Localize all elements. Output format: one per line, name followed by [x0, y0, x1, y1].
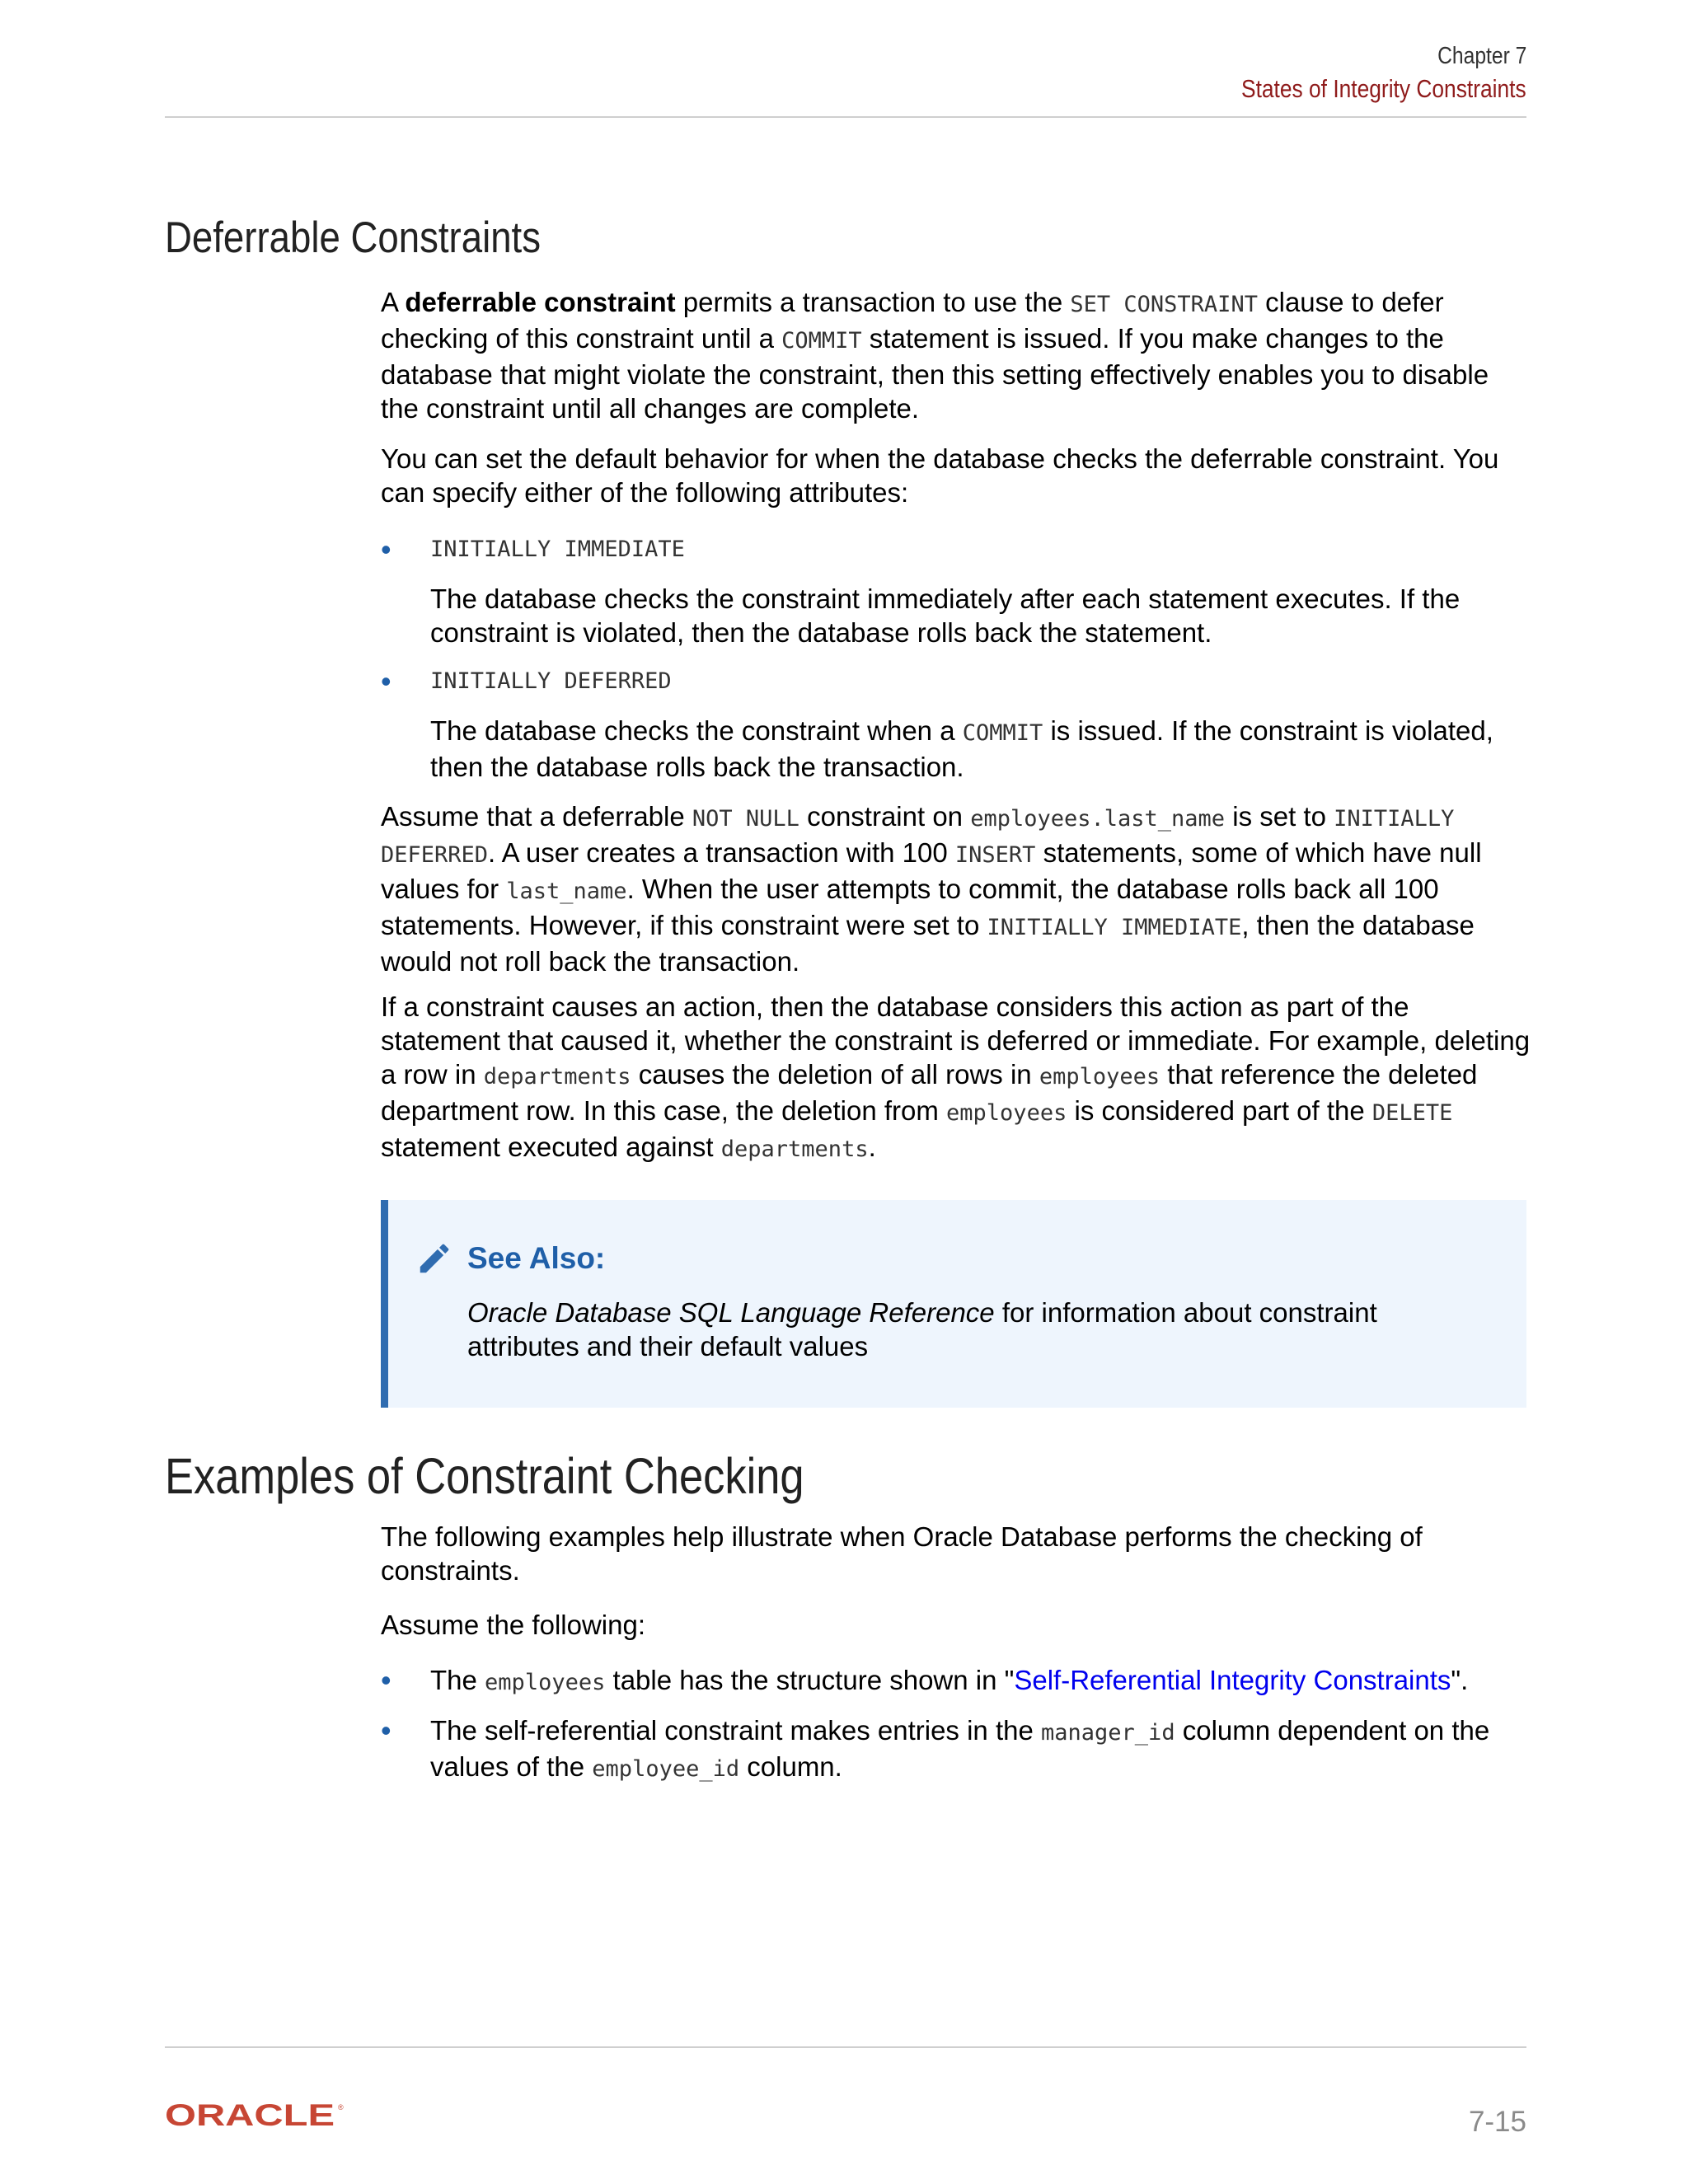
term-deferrable-constraint: deferrable constraint	[405, 287, 676, 317]
paragraph-examples-intro: The following examples help illustrate when Oracle Database performs the checking of constraints.	[381, 1521, 1423, 1586]
see-also-text: Oracle Database SQL Language Reference for information about constraint attributes and their default values	[467, 1297, 1377, 1361]
footer-rule	[165, 2046, 1526, 2048]
code-commit: COMMIT	[962, 720, 1043, 746]
chapter-label: Chapter 7	[1437, 43, 1526, 69]
paragraph-default-behavior: You can set the default behavior for when the database checks the deferrable constraint. You can specify either of the following attributes:	[381, 443, 1499, 508]
description-initially-immediate: The database checks the constraint immediately after each statement executes. If the constraint is violated, then the database rolls back the statement.	[430, 583, 1461, 648]
code-commit: COMMIT	[781, 328, 862, 354]
section-heading-examples: Examples of Constraint Checking	[165, 1448, 804, 1504]
bullet-icon: •	[381, 1713, 392, 1747]
chapter-title: States of Integrity Constraints	[1241, 74, 1526, 103]
description-initially-deferred: The database checks the constraint when a COMMIT is issued. If the constraint is violated, then the database rolls back the transaction.	[430, 715, 1493, 782]
see-also-box	[381, 1200, 1526, 1408]
see-also-accent-bar	[381, 1200, 388, 1408]
bullet-icon: •	[381, 664, 392, 698]
paragraph-deferrable-intro: A deferrable constraint permits a transaction to use the SET CONSTRAINT clause to defer checking of this constraint until a COMMIT statement is issued. If you make changes to the database that might violate the constraint, then this setting effectively enables you to disable the constraint until all changes are complete.	[381, 287, 1489, 424]
bullet-icon: •	[381, 1663, 392, 1697]
oracle-logo	[165, 2100, 348, 2130]
code-initially-deferred: INITIALLY DEFERRED	[430, 668, 672, 694]
page-number: 7-15	[1468, 2106, 1526, 2138]
header-rule	[165, 116, 1526, 118]
svg-text:®: ®	[338, 2103, 344, 2111]
see-also-reference: Oracle Database SQL Language Reference	[467, 1297, 995, 1328]
code-initially-immediate: INITIALLY IMMEDIATE	[430, 537, 685, 562]
paragraph-constraint-action: If a constraint causes an action, then the database considers this action as part of the statement that caused it, whether the constraint is deferred or immediate. For example, deleting a row in departments causes the deletion of all rows in employees that reference the deleted department row. In this case, the deletion from employees is considered part of the DELETE statement executed against departments.	[381, 991, 1531, 1162]
oracle-logo-text: ORACLE	[165, 2100, 335, 2130]
paragraph-assume: Assume the following:	[381, 1610, 645, 1640]
link-self-referential-constraints[interactable]: Self-Referential Integrity Constraints	[1014, 1665, 1451, 1695]
code-set-constraint: SET CONSTRAINT	[1070, 292, 1258, 317]
paragraph-not-null-example: Assume that a deferrable NOT NULL constraint on employees.last_name is set to INITIALLY DEFERRED. A user creates a transaction with 100 INSERT statements, some of which have null values for last_name. When the user attempts to commit, the database rolls back all 100 statements. However, if this constraint were set to INITIALLY IMMEDIATE, then the database would not roll back the transaction.	[381, 801, 1482, 977]
see-also-title: See Also:	[467, 1241, 606, 1275]
section-heading-deferrable: Deferrable Constraints	[165, 213, 542, 262]
bullet-icon: •	[381, 532, 392, 566]
pencil-icon	[415, 1240, 453, 1277]
